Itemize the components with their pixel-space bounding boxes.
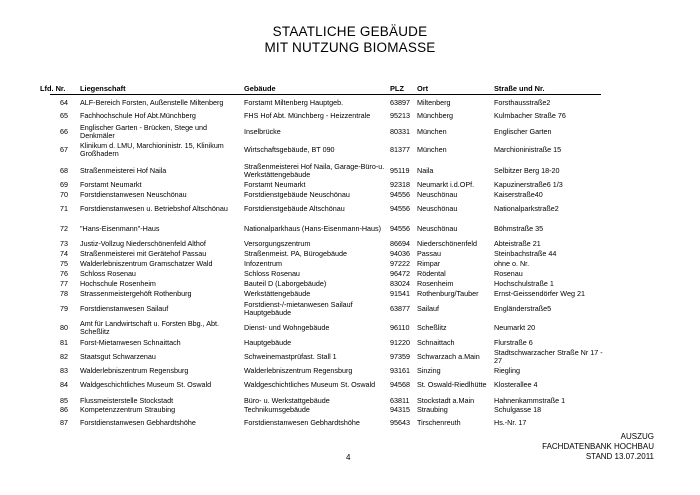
header-nr: Lfd. Nr. [40,84,66,93]
table-row [0,300,700,318]
row-liegenschaft: Staatsgut Schwarzenau [80,351,156,361]
row-plz: 97359 [390,351,410,361]
row-liegenschaft: Fachhochschule Hof Abt.Münchberg [80,111,196,120]
row-gebaeude: Straßenmeist. PA, Bürogebäude [244,249,347,258]
row-plz: 86694 [390,239,410,248]
row-nr: 83 [60,365,68,375]
row-plz: 91220 [390,337,410,347]
row-liegenschaft: "Hans-Eisenmann"-Haus [80,223,160,233]
row-gebaeude: Dienst- und Wohngebäude [244,323,330,332]
table-row [0,349,700,364]
row-gebaeude: Forstamt Neumarkt [244,180,306,189]
row-strasse: Nationalparkstraße2 [494,204,559,213]
row-plz: 93161 [390,365,410,375]
row-ort: Naila [417,165,434,175]
row-strasse: Neumarkt 20 [494,323,536,332]
row-gebaeude: Wirtschaftsgebäude, BT 090 [244,144,335,154]
row-nr: 71 [60,204,68,213]
row-nr: 78 [60,289,68,298]
row-ort: Miltenberg [417,97,451,107]
row-nr: 79 [60,304,68,313]
table-row [0,190,700,200]
row-liegenschaft: Forstamt Neumarkt [80,180,142,189]
row-gebaeude: Forstdienstgebäude Altschönau [244,204,345,213]
row-ort: Stockstadt a.Main [417,396,475,405]
row-ort: Rothenburg/Tauber [417,289,479,298]
row-ort: Straubing [417,405,448,414]
row-gebaeude: Forstdienst-/-mietanwesen Sailauf Hauptgebäude [244,300,353,317]
row-liegenschaft: Forstdienstanwesen Sailauf [80,304,169,313]
row-ort: Rosenheim [417,279,454,288]
header-gebaeude: Gebäude [244,84,276,93]
row-nr: 66 [60,127,68,136]
row-ort: Scheßlitz [417,323,447,332]
row-strasse: Kapuzinerstraße6 1/3 [494,180,563,189]
table-row [0,249,700,259]
row-strasse: Stadtschwarzacher Straße Nr 17 - 27 [494,349,603,364]
row-plz: 81377 [390,144,410,154]
row-ort: Neuschönau [417,223,458,233]
row-nr: 75 [60,259,68,268]
table-row [0,378,700,392]
row-liegenschaft: Flussmeisterstelle Stockstadt [80,396,174,405]
row-nr: 85 [60,396,68,405]
table-row [0,259,700,269]
row-strasse: Engländerstraße5 [494,304,552,313]
row-liegenschaft: Klinikum d. LMU, Marchioninistr. 15, Klinikum Großhadern [80,141,224,158]
row-liegenschaft: Hochschule Rosenheim [80,279,156,288]
row-plz: 96110 [390,323,410,332]
table-row [0,111,700,121]
row-ort: Tirschenreuth [417,417,461,427]
row-gebaeude: Bauteil D (Laborgebäude) [244,279,327,288]
row-gebaeude: Büro- u. Werkstattgebäude [244,396,330,405]
row-nr: 84 [60,380,68,389]
row-gebaeude: Waldgeschichtliches Museum St. Oswald [244,380,376,389]
title-line-2: MIT NUTZUNG BIOMASSE [264,40,436,55]
row-plz: 80331 [390,127,410,136]
row-strasse: Böhmstraße 35 [494,223,544,233]
table-row [0,180,700,190]
page-number: 4 [346,453,351,462]
row-strasse: Ernst-Geissendörfer Weg 21 [494,289,585,298]
row-strasse: Selbitzer Berg 18-20 [494,165,560,175]
row-gebaeude: FHS Hof Abt. Münchberg - Heizzentrale [244,111,371,120]
row-nr: 68 [60,165,68,175]
table-row [0,279,700,289]
row-nr: 72 [60,223,68,233]
row-ort: Neuschönau [417,204,458,213]
row-plz: 94568 [390,380,410,389]
row-strasse: Englischer Garten [494,127,552,136]
row-strasse: Riegling [494,365,520,375]
row-plz: 94315 [390,405,410,414]
row-plz: 96472 [390,269,410,278]
row-gebaeude: Schweinemastprüfast. Stall 1 [244,351,337,361]
row-nr: 76 [60,269,68,278]
row-liegenschaft: Waldgeschichtliches Museum St. Oswald [80,380,212,389]
row-gebaeude: Technikumsgebäude [244,405,310,414]
row-nr: 67 [60,144,68,154]
row-plz: 63897 [390,97,410,107]
row-ort: Rödental [417,269,446,278]
row-plz: 63811 [390,396,410,405]
table-row [0,337,700,348]
row-ort: Neuschönau [417,190,458,199]
table-row [0,239,700,249]
table-row [0,222,700,235]
footer-note [542,432,654,462]
row-ort: Niederschönenfeld [417,239,477,248]
header-plz: PLZ [390,84,404,93]
row-liegenschaft: Kompetenzzentrum Straubing [80,405,176,414]
footer-line-2: FACHDATENBANK HOCHBAU [542,442,654,451]
row-gebaeude: Inselbrücke [244,127,281,136]
row-strasse: Rosenau [494,269,523,278]
row-liegenschaft: Forstdienstanwesen Neuschönau [80,190,187,199]
row-liegenschaft: ALF-Bereich Forsten, Außenstelle Miltenberg [80,97,224,107]
row-strasse: Steinbachstraße 44 [494,249,557,258]
row-nr: 87 [60,417,68,427]
header-strasse: Straße und Nr. [494,84,545,93]
row-ort: St. Oswald-Riedlhütte [417,380,487,389]
row-liegenschaft: Walderlebniszentrum Gramschatzer Wald [80,259,213,268]
row-plz: 95643 [390,417,410,427]
table-row [0,97,700,108]
row-gebaeude: Forstdienstgebäude Neuschönau [244,190,350,199]
row-gebaeude: Infozentrum [244,259,282,268]
row-strasse: Kaiserstraße40 [494,190,543,199]
row-gebaeude: Hauptgebäude [244,337,292,347]
row-ort: Neumarkt i.d.OPf. [417,180,475,189]
row-strasse: Abteistraße 21 [494,239,541,248]
row-nr: 73 [60,239,68,248]
row-plz: 94556 [390,190,410,199]
row-strasse: ohne o. Nr. [494,259,530,268]
footer-line-3: STAND 13.07.2011 [585,452,654,461]
row-liegenschaft: Englischer Garten - Brücken, Stege und Denkmäler [80,124,208,140]
header-ort: Ort [417,84,429,93]
row-liegenschaft: Straßenmeisterei Hof Naila [80,165,167,175]
row-nr: 77 [60,279,68,288]
row-ort: München [417,144,447,154]
row-liegenschaft: Straßenmeisterei mit Gerätehof Passau [80,249,207,258]
table-row [0,289,700,299]
row-nr: 64 [60,97,68,107]
table-row [0,203,700,215]
row-plz: 83024 [390,279,410,288]
row-liegenschaft: Forst-Mietanwesen Schnaittach [80,337,181,347]
table-row [0,269,700,279]
row-plz: 95119 [390,165,410,175]
row-gebaeude: Straßenmeisterei Hof Naila, Garage-Büro-u. Werkstättengebäude [244,161,385,179]
row-ort: Schwarzach a.Main [417,351,480,361]
row-strasse: Kulmbacher Straße 76 [494,111,566,120]
row-strasse: Hs.-Nr. 17 [494,417,527,427]
row-nr: 70 [60,190,68,199]
row-gebaeude: Nationalparkhaus (Hans-Eisenmann-Haus) [244,223,382,233]
row-liegenschaft: Walderlebniszentrum Regensburg [80,365,189,375]
row-strasse: Forsthausstraße2 [494,97,551,107]
row-gebaeude: Walderlebniszentrum Regensburg [244,365,353,375]
title-line-1: STAATLICHE GEBÄUDE [272,24,428,39]
row-strasse: Hochschulstraße 1 [494,279,554,288]
row-ort: Münchberg [417,111,453,120]
row-plz: 97222 [390,259,410,268]
row-gebaeude: Werkstättengebäude [244,289,311,298]
row-nr: 81 [60,337,68,347]
row-liegenschaft: Amt für Landwirtschaft u. Forsten Bbg., Abt. Scheßlitz [80,319,220,336]
row-plz: 91541 [390,289,410,298]
footer-line-1: AUSZUG [620,432,654,441]
row-plz: 94556 [390,204,410,213]
table-row [0,141,700,158]
row-plz: 94036 [390,249,410,258]
row-plz: 63877 [390,304,410,313]
row-strasse: Schulgasse 18 [494,405,542,414]
row-nr: 74 [60,249,68,258]
table-row [0,161,700,180]
row-nr: 69 [60,180,68,189]
row-gebaeude: Forstdienstanwesen Gebhardtshöhe [244,417,360,427]
row-liegenschaft: Forstdienstanwesen u. Betriebshof Altschönau [80,204,228,213]
row-nr: 80 [60,323,68,332]
table-row [0,365,700,376]
row-strasse: Hahnenkammstraße 1 [494,396,566,405]
row-strasse: Klosterallee 4 [494,380,538,389]
row-nr: 65 [60,111,68,120]
row-strasse: Marchioninistraße 15 [494,144,562,154]
row-strasse: Flurstraße 6 [494,337,533,347]
row-ort: Sailauf [417,304,439,313]
table-row [0,319,700,337]
row-liegenschaft: Justiz-Vollzug Niederschönenfeld Althof [80,239,206,248]
row-plz: 94556 [390,223,410,233]
row-gebaeude: Schloss Rosenau [244,269,300,278]
row-plz: 95213 [390,111,410,120]
row-ort: Schnaittach [417,337,455,347]
row-liegenschaft: Schloss Rosenau [80,269,136,278]
row-gebaeude: Versorgungszentrum [244,239,311,248]
header-liegenschaft: Liegenschaft [80,84,126,93]
row-nr: 82 [60,351,68,361]
row-plz: 92318 [390,180,410,189]
row-ort: Rimpar [417,259,441,268]
table-row [0,417,700,428]
row-ort: Passau [417,249,441,258]
table-row [0,124,700,140]
row-ort: München [417,127,447,136]
table-row [0,405,700,415]
row-ort: Sinzing [417,365,441,375]
row-gebaeude: Forstamt Miltenberg Hauptgeb. [244,97,344,107]
row-liegenschaft: Strassenmeistergehöft Rothenburg [80,289,192,298]
row-liegenschaft: Forstdienstanwesen Gebhardtshöhe [80,417,196,427]
row-nr: 86 [60,405,68,414]
